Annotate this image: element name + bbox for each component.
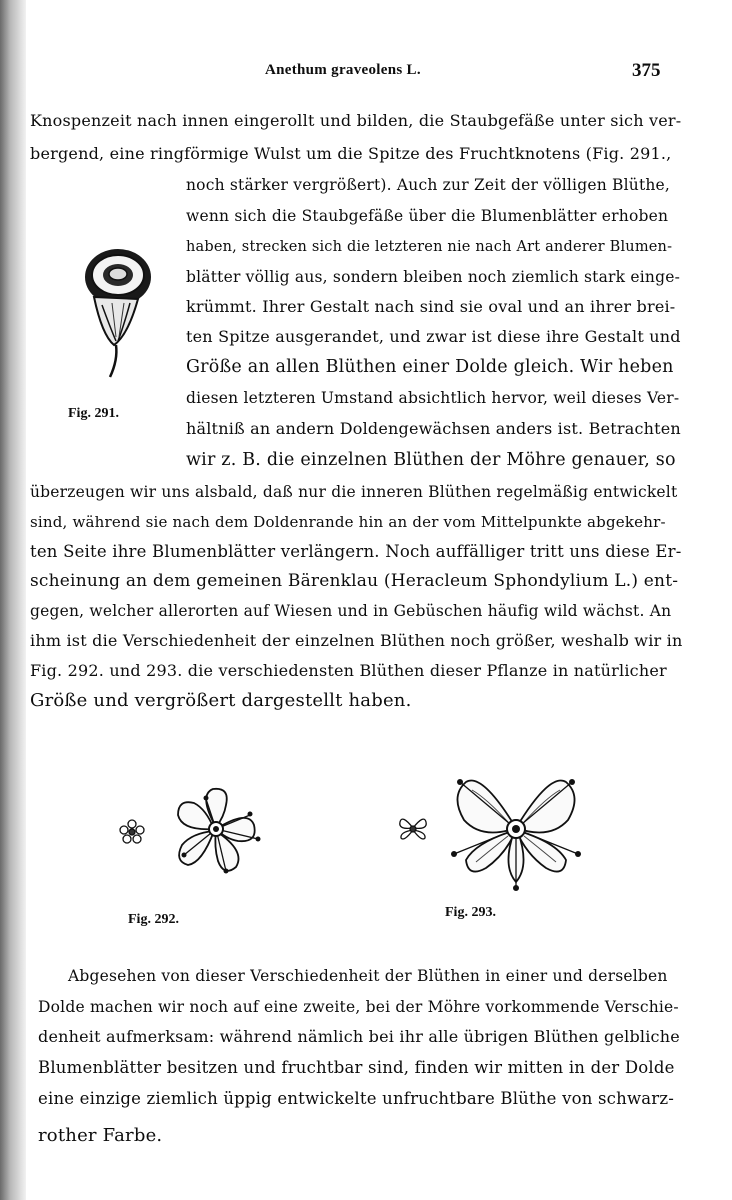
figure-292-caption: Fig. 292. (128, 912, 179, 927)
text-line: Blumenblätter besitzen und fruchtbar sind, finden wir mitten in der Dolde (38, 1058, 675, 1077)
text-line: diesen letzteren Umstand absichtlich hervor, weil dieses Ver- (186, 389, 680, 407)
text-line: Größe und vergrößert dargestellt haben. (30, 690, 412, 711)
figure-293-large-flower (446, 762, 586, 892)
text-line: Knospenzeit nach innen eingerollt und bilden, die Staubgefäße unter sich ver- (30, 111, 682, 130)
text-line: Größe an allen Blüthen einer Dolde gleich. Wir heben (186, 357, 674, 377)
text-line: ten Seite ihre Blumenblätter verlängern. Noch auffälliger tritt uns diese Er- (30, 542, 682, 561)
text-line: scheinung an dem gemeinen Bärenklau (Heracleum Sphondylium L.) ent- (30, 571, 679, 591)
text-line: blätter völlig aus, sondern bleiben noch ziemlich stark einge- (186, 268, 681, 286)
figure-292-large-flower (168, 785, 264, 877)
text-line: Dolde machen wir noch auf eine zweite, bei der Möhre vorkommende Verschie- (38, 998, 679, 1016)
text-line: gegen, welcher allerorten auf Wiesen und in Gebüschen häufig wild wächst. An (30, 602, 672, 620)
text-line: wenn sich die Staubgefäße über die Blumenblätter erhoben (186, 207, 669, 225)
text-line: überzeugen wir uns alsbald, daß nur die inneren Blüthen regelmäßig entwickelt (30, 483, 678, 501)
text-line: ihm ist die Verschiedenheit der einzelnen Blüthen noch größer, weshalb wir in (30, 631, 683, 650)
figure-292-small-flower (118, 818, 146, 846)
text-line: haben, strecken sich die letzteren nie nach Art anderer Blumen- (186, 239, 673, 255)
figure-291-caption: Fig. 291. (68, 406, 119, 421)
text-line: wir z. B. die einzelnen Blüthen der Möhre genauer, so (186, 450, 676, 470)
running-title: Anethum graveolens L. (265, 62, 421, 78)
text-line: sind, während sie nach dem Doldenrande hin an der vom Mittelpunkte abgekehr- (30, 513, 666, 531)
text-line: krümmt. Ihrer Gestalt nach sind sie oval und an ihrer brei- (186, 297, 676, 316)
page-number: 375 (632, 60, 661, 81)
text-line: bergend, eine ringförmige Wulst um die Spitze des Fruchtknotens (Fig. 291., (30, 144, 672, 163)
text-line: Fig. 292. und 293. die verschiedensten Blüthen dieser Pflanze in natürlicher (30, 661, 667, 680)
text-line: hältniß an andern Doldengewächsen anders ist. Betrachten (186, 419, 681, 438)
text-line: eine einzige ziemlich üppig entwickelte unfruchtbare Blüthe von schwarz- (38, 1089, 675, 1108)
text-line: ten Spitze ausgerandet, und zwar ist diese ihre Gestalt und (186, 327, 681, 346)
text-line: denheit aufmerksam: während nämlich bei ihr alle übrigen Blüthen gelbliche (38, 1027, 680, 1046)
text-line: noch stärker vergrößert). Auch zur Zeit der völligen Blüthe, (186, 176, 671, 194)
figure-291-illustration (72, 245, 168, 385)
figure-293-small-flower (396, 812, 430, 846)
text-line: rother Farbe. (38, 1125, 163, 1146)
figure-293-caption: Fig. 293. (445, 905, 496, 920)
text-line: Abgesehen von dieser Verschiedenheit der Blüthen in einer und derselben (68, 967, 668, 985)
